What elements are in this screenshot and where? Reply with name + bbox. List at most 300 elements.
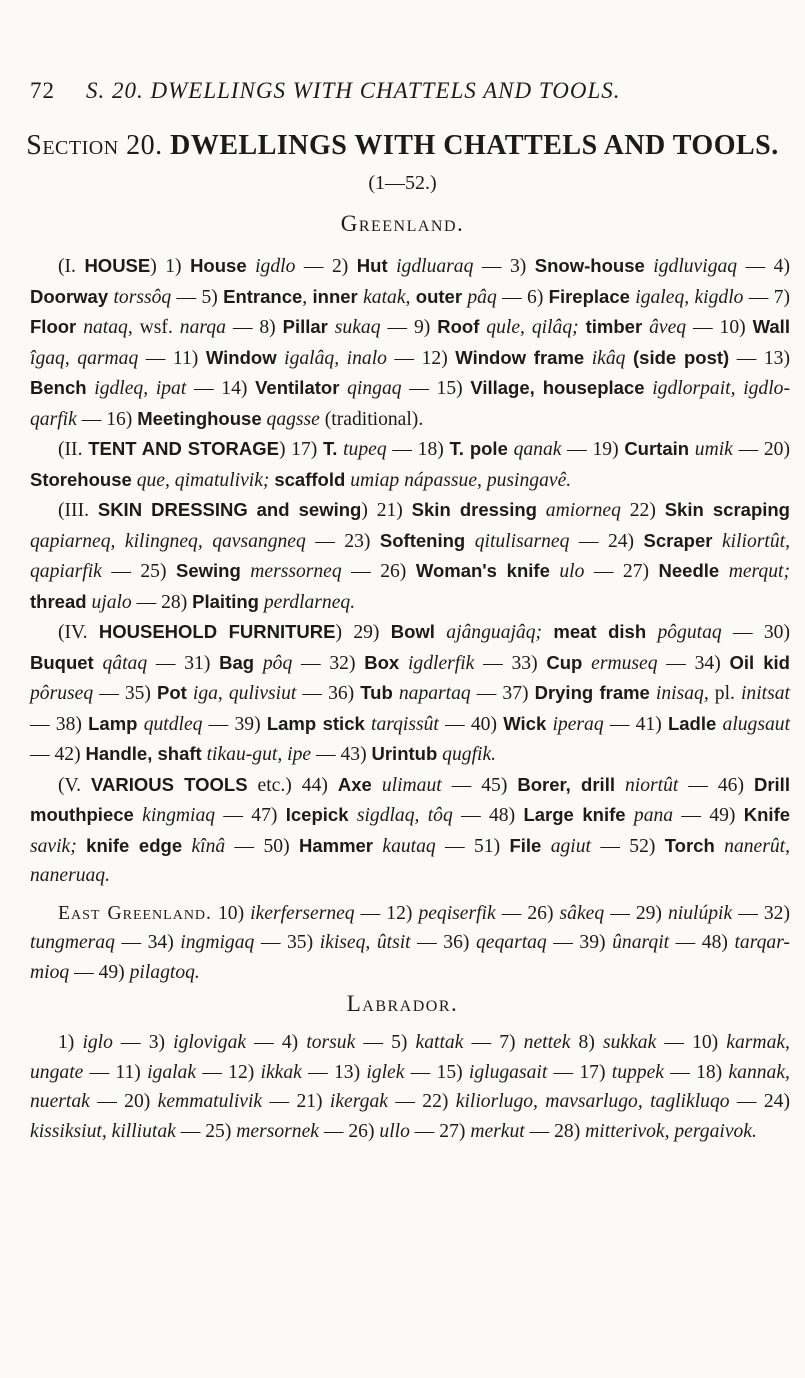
native-term: agiut [550,835,591,857]
native-term: pôruseq [30,683,94,704]
english-term: Knife [743,804,791,825]
english-term: Window frame [455,346,585,368]
native-term: amiorneq [545,500,621,521]
native-term: igdlorpait, igdlo-qarfik [30,378,790,430]
native-term: iglek [366,1061,405,1083]
english-term: Entrance [223,285,303,307]
text-run: 8) [570,1032,603,1053]
text-run [388,256,397,277]
text-run: — 7) [743,286,791,308]
text-run [277,348,285,369]
text-run [248,500,257,521]
text-run [579,317,586,338]
text-run [712,531,721,552]
text-run: — 5) [355,1032,416,1053]
text-run: (II. [58,439,89,460]
text-run [134,805,142,826]
english-term: Hammer [298,834,374,856]
native-term: pana [633,805,674,826]
text-run: — 32) [732,902,790,924]
native-term: qingaq [347,378,402,399]
english-term: T. pole [449,438,508,459]
text-run: , [302,286,313,308]
english-term: knife edge [86,834,183,856]
native-term: tuppek [611,1061,664,1083]
native-term: igdlo [255,256,296,277]
native-term: kissiksiut, killiutak [30,1120,176,1142]
native-term: ikkak [260,1061,302,1083]
text-run: — 30) [721,622,790,643]
native-term: ujalo [91,591,132,613]
native-term: que, qimatulivik; [136,469,270,491]
english-term: Roof [437,316,480,337]
text-run: — 6) [496,286,549,308]
english-term: Woman's knife [415,560,550,581]
text-run: pl. [708,683,741,704]
native-term: nataq, [83,317,133,338]
english-term: Floor [30,316,77,337]
native-term: igdlerfik [407,652,475,674]
text-run: — 21) [262,1091,330,1112]
text-run: — 12) [354,902,419,924]
english-term: HOUSE [84,255,151,276]
text-run [435,622,446,643]
english-term: SKIN DRESSING [97,499,248,520]
native-term: mersornek [236,1120,319,1142]
english-term: Village, houseplace [470,377,645,398]
native-term: sigdlaq, tôq [356,805,453,826]
english-term: Oil kid [729,651,790,673]
native-term: niulúpik [667,902,733,924]
native-term: umik [694,439,733,460]
text-run: — 25) [101,561,176,582]
english-term: Needle [658,560,720,581]
text-run: — 36) [296,683,361,704]
text-run: — 25) [175,1120,237,1142]
native-term: kattak [415,1032,464,1053]
text-run: — 29) [604,902,668,924]
english-term: scaffold [274,468,346,490]
text-run: — 39) [202,713,267,735]
english-term: Snow-house [534,255,645,276]
native-term: qagsse [266,408,320,430]
native-term: qule, qilâq; [486,317,579,338]
native-term: ulo [559,561,585,582]
text-run: — 39) [546,932,613,953]
text-run: ) 1) [150,256,191,277]
text-run: — 35) [254,932,320,953]
native-term: narqa [179,317,226,338]
text-run: 22) [620,500,665,521]
native-term: perdlarneq. [263,591,356,613]
text-run: — 35) [93,683,158,704]
text-run: — 13) [301,1061,367,1083]
text-run: — 9) [380,317,438,338]
text-run: — 3) [473,256,535,277]
native-term: inisaq, [655,683,709,704]
text-run [373,836,382,857]
english-term: Box [364,651,400,673]
text-run: — 52) [590,835,665,857]
english-term: Pot [157,682,187,703]
text-run [719,561,728,582]
english-term: Bowl [390,621,435,642]
english-term: T. [323,438,338,459]
english-term: and sewing [256,499,362,520]
greenland-body [30,251,790,987]
text-run: — 13) [729,347,790,369]
text-run: — 11) [138,347,206,369]
text-run: — 26) [341,561,416,582]
text-run: — 28) [131,591,193,613]
native-term: torssôq [113,286,172,308]
english-term: Hut [356,255,388,276]
text-run: — 10) [686,317,753,338]
text-run [625,348,633,369]
text-run: — 8) [225,317,283,338]
text-run: — 17) [547,1061,612,1083]
english-term: thread [30,590,87,612]
native-term: merkut [470,1120,525,1142]
english-term: Storehouse [30,468,132,490]
text-run [372,775,382,796]
text-run [465,531,474,552]
page-number: 72 [30,78,55,103]
text-run: — 20) [732,439,791,460]
native-term: igalâq, inalo [284,347,387,369]
english-term: Sewing [175,560,241,581]
native-term: kemmatulivik [157,1091,263,1112]
text-run: — 42) [30,744,86,765]
east-greenland-paragraph [30,899,790,988]
text-run: — 24) [729,1091,790,1112]
labrador-paragraph [30,1028,790,1146]
text-run: — 33) [474,652,547,674]
text-run [254,653,263,674]
text-run: — 40) [438,713,504,735]
text-run: — 41) [603,713,668,735]
native-term: qugfik. [442,744,497,765]
text-run [584,348,592,369]
native-term: alugsaut [722,713,791,735]
text-run: 1) [58,1032,83,1053]
running-title: S. 20. DWELLINGS WITH CHATTELS AND TOOLS. [86,78,621,103]
native-term: igaleq, kigdlo [635,286,744,308]
native-term: tupeq [343,439,387,460]
native-term: napartaq [398,683,471,704]
english-term: Skin scraping [664,499,790,520]
native-term: niortût [624,774,679,796]
text-run: — 34) [114,932,181,953]
text-run [247,256,256,277]
native-term: ermuseq [591,652,658,674]
text-run: ) 21) [361,500,412,521]
text-run: ) 17) [278,439,323,460]
english-term: House [190,255,247,276]
text-run: — 4) [246,1032,307,1053]
section-label: Section 20. [26,130,163,161]
native-term: qâtaq [102,652,148,674]
native-term: ûnarqit [612,932,670,953]
native-term: pilagtoq. [129,961,200,983]
text-run: — 12) [386,347,456,369]
text-run [615,775,625,796]
english-term: timber [585,316,643,337]
text-run: — 7) [463,1032,524,1053]
native-term: ullo [379,1120,410,1142]
english-term: Curtain [624,438,690,459]
text-run [339,378,347,399]
native-term: mitterivok, pergaivok. [585,1120,757,1142]
text-run [399,653,408,674]
text-run: 10) [211,902,251,924]
text-run [646,622,657,643]
native-term: âveq [649,317,687,338]
text-run [542,622,553,643]
english-term: Ladle [667,712,717,734]
english-term: Plaiting [192,590,259,612]
text-run: — 46) [678,774,754,796]
text-run: — 23) [305,530,380,552]
native-term: qapiarneq, kilingneq, qavsangneq [30,530,306,552]
native-term: ikerferserneq [250,902,355,924]
text-run: — 24) [569,530,644,552]
english-term: Buquet [30,651,94,673]
native-term: torsuk [306,1032,356,1053]
native-term: qitulisarneq [474,530,570,552]
text-run: — 34) [657,652,730,674]
english-term: Icepick [285,804,349,825]
native-term: katak, [363,286,411,308]
native-term: merssorneq [250,561,342,582]
greenland-heading: Greenland. [340,211,465,236]
native-term: savik; [30,835,77,857]
greenland-tools-paragraph [30,770,790,891]
native-term: pâq [467,286,497,308]
text-run [541,836,550,857]
native-term: igdluaraq [396,256,474,277]
native-term: igdluvigaq [653,256,738,277]
native-term: merqut; [728,561,790,582]
text-run: — 31) [147,652,220,674]
english-term: inner [312,285,358,307]
text-run: — 16) [76,408,138,430]
native-term: ikiseq, ûtsit [319,932,411,953]
english-term: TENT AND STORAGE [88,438,279,459]
native-term: tikau-gut, ipe [206,744,312,765]
text-run [537,500,546,521]
english-term: Skin dressing [411,499,537,520]
text-run: — 51) [435,835,510,857]
english-term: File [509,834,542,856]
english-term: Bag [219,651,255,673]
text-run: (V. [58,774,92,796]
native-term: initsat [740,683,790,704]
text-run: — 18) [386,439,450,460]
section-heading: DWELLINGS WITH CHATTELS AND TOOLS. [170,130,779,161]
text-run: — 26) [318,1120,380,1142]
native-term: umiap nápassue, pusingavê. [350,469,572,491]
text-run: — 32) [292,652,365,674]
text-run: — 28) [524,1120,586,1142]
section-range: (1—52.) [368,172,437,194]
english-term: Lamp stick [266,712,365,734]
text-run: — 37) [470,683,535,704]
text-run [550,561,559,582]
region-label: East Greenland. [58,902,212,924]
native-term: kannak, nuertak [30,1061,790,1112]
text-run [626,805,634,826]
native-term: karmak, ungate [30,1032,790,1083]
text-run: (III. [58,500,98,521]
text-run: etc.) 44) [247,774,338,796]
native-term: tarqissût [371,713,439,735]
text-run [582,653,591,674]
english-term: Large knife [523,804,626,825]
labrador-heading: Labrador. [346,991,459,1016]
native-term: igalak [147,1061,197,1083]
english-term: Axe [337,773,372,795]
native-term: kautaq [382,835,436,857]
text-run [328,317,335,338]
english-term: Window [205,346,277,368]
text-run: — 26) [495,902,560,924]
english-term: Cup [546,651,583,673]
english-term: (side post) [633,346,730,368]
english-term: Wall [752,316,790,337]
text-run [349,805,357,826]
text-run: — 12) [196,1061,261,1083]
text-run: — 19) [561,439,625,460]
text-run [241,561,250,582]
text-run: — 2) [295,256,357,277]
english-term: Drying frame [534,682,650,703]
text-run: — 18) [663,1061,729,1083]
english-term: Doorway [30,285,109,307]
text-run: — 49) [69,961,130,983]
english-term: Bench [30,377,87,398]
text-run: — 27) [409,1120,471,1142]
native-term: kiliortût, qapiarfik [30,530,790,582]
text-run: — 49) [673,805,744,826]
english-term: Fireplace [548,285,630,307]
text-run: — 27) [584,561,659,582]
greenland-house-paragraph [30,251,790,434]
native-term: kingmiaq [142,805,216,826]
english-term: Wick [503,712,547,734]
section-title [0,130,805,162]
text-run: ) 29) [335,622,391,643]
text-run [715,836,724,857]
english-term: Tub [360,682,393,703]
native-term: ajânguajâq; [446,622,543,643]
native-term: sâkeq [559,902,605,924]
english-term: Ventilator [255,377,340,398]
text-run: — 36) [410,932,476,953]
english-term: VARIOUS TOOLS [91,773,248,795]
text-run: — 5) [171,286,224,308]
text-run: — 11) [83,1061,148,1083]
native-term: ikâq [591,347,626,369]
native-term: ingmigaq [180,932,255,953]
native-term: kînâ [191,835,226,857]
english-term: Drill mouthpiece [30,773,790,825]
native-term: qutdleq [143,713,203,735]
english-term: Torch [664,834,715,856]
english-term: Urintub [371,743,438,764]
english-term: Meetinghouse [137,407,262,429]
text-run: — 48) [669,932,735,953]
text-run: — 50) [225,835,299,857]
text-run: — 4) [737,256,790,277]
native-term: iga, qulivsiut [192,683,297,704]
greenland-skin-paragraph [30,495,790,617]
english-term: meat dish [553,621,647,642]
native-term: kiliorlugo, mavsarlugo, taglikluqo [455,1091,730,1112]
labrador-body [30,1028,790,1146]
text-run: — 15) [401,378,471,399]
native-term: nettek [523,1032,571,1053]
native-term: iglovigak [173,1032,247,1053]
text-run: — 14) [186,378,256,399]
native-term: sukaq [334,317,381,338]
native-term: îgaq, qarmaq [30,347,139,369]
native-term: tungmeraq [30,932,115,953]
text-run: — 48) [452,805,524,826]
native-term: ulimaut [381,774,442,796]
native-term: igdleq, ipat [94,378,187,399]
english-term: Borer, drill [517,773,615,795]
greenland-tent-paragraph [30,434,790,495]
native-term: ikergak [329,1091,388,1112]
native-term: qanak [513,439,562,460]
native-term: sukkak [602,1032,657,1053]
english-term: Handle, shaft [85,743,202,764]
english-term: outer [415,285,463,307]
text-run: — 10) [656,1032,727,1053]
native-term: tarqar-mioq [30,932,790,983]
text-run [645,256,654,277]
native-term: nanerût, naneruaq. [30,835,790,886]
text-run: (traditional). [319,408,424,430]
text-run: — 15) [404,1061,469,1083]
text-run: — 47) [215,805,286,826]
native-term: pôgutaq [657,622,722,643]
text-run: — 3) [112,1032,174,1053]
native-term: qeqartaq [475,932,547,953]
running-header [30,78,790,104]
text-run: — 43) [311,744,372,765]
english-term: Softening [379,529,466,551]
greenland-household-paragraph [30,617,790,770]
text-run: — 45) [441,774,518,796]
text-run: — 22) [387,1091,456,1112]
english-term: Scraper [643,529,713,551]
native-term: peqiserfik [418,902,496,924]
english-term: HOUSEHOLD FURNITURE [98,621,336,642]
text-run [77,836,86,857]
native-term: pôq [262,652,293,674]
text-run: (IV. [58,622,99,643]
english-term: Pillar [282,316,328,337]
text-run: wsf. [132,317,180,338]
english-term: Lamp [88,712,138,734]
text-run: (I. [58,256,85,277]
native-term: iglugasait [468,1061,548,1083]
text-run: — 38) [30,713,89,735]
text-run: — 20) [89,1091,158,1112]
native-term: iperaq [552,713,604,735]
